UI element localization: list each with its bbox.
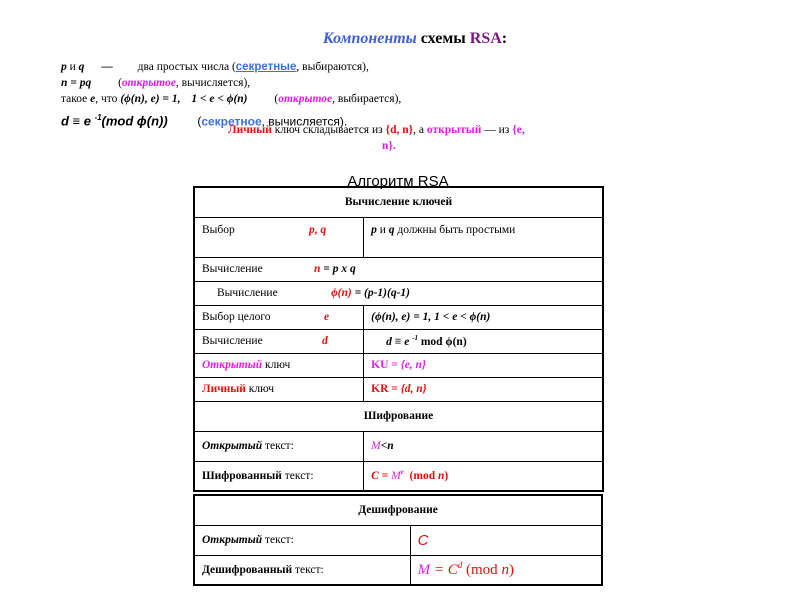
ku-label: KU =: [371, 359, 401, 371]
private-key-set: {d, n}: [385, 124, 414, 136]
conj: и: [376, 223, 389, 236]
keyword-open: открытое: [278, 93, 333, 105]
note-text: , а: [413, 124, 427, 136]
paren: (: [274, 93, 279, 105]
paren: ): [444, 470, 449, 483]
var-c: C =: [371, 470, 392, 483]
row-label: [194, 305, 364, 329]
key-note-line2: n}.: [382, 140, 396, 152]
table-row: [194, 329, 603, 353]
row-label: [194, 555, 410, 585]
var-m: M: [391, 470, 401, 483]
table-row: [194, 305, 603, 329]
row-label: [194, 353, 364, 377]
table-row: [194, 257, 603, 281]
formula-d-sup: -1: [94, 113, 102, 122]
component-line-n: [61, 77, 250, 89]
algorithm-title: Алгоритм RSA: [347, 173, 449, 190]
paren: (: [118, 77, 122, 89]
var-d: d: [322, 335, 328, 347]
keyword-secret: секретные: [235, 61, 297, 73]
key-note-line1: [228, 124, 525, 136]
ciphertext-value: C: [410, 525, 602, 555]
component-line-pq: [61, 61, 369, 73]
public-key-value: [364, 353, 603, 377]
row-compute-phi: [194, 281, 603, 305]
keyword-private: Личный: [228, 124, 272, 136]
formula: = (p-1)(q-1): [351, 287, 410, 299]
decryption-formula: [410, 555, 602, 585]
row-compute-n: [194, 257, 603, 281]
table-row: [194, 377, 603, 401]
keyword-open: Открытый: [202, 440, 263, 452]
label-text: текст:: [262, 534, 294, 546]
table-row: [194, 217, 603, 257]
formula-sup: -1: [412, 334, 418, 342]
desc-text: должны быть простыми: [394, 223, 516, 236]
kr-set: {d, n}: [400, 383, 427, 395]
exp-e: e: [400, 469, 404, 477]
row-desc: [364, 217, 603, 257]
keyword-cipher: Шифрованный: [202, 469, 282, 482]
paren: (: [197, 114, 202, 129]
keyword-public: Открытый: [202, 359, 263, 371]
var-q: q: [78, 61, 85, 73]
desc-tail: , вычисляется),: [175, 77, 251, 89]
ku-set: {e, n}: [400, 359, 426, 371]
formula-d: d ≡ e: [61, 113, 95, 129]
desc-tail: , вычисляется).: [261, 114, 348, 129]
var-phi: ϕ(n): [331, 287, 352, 299]
desc: два простых числа (: [137, 61, 236, 73]
conj: и: [66, 61, 79, 73]
desc-tail: , выбираются),: [296, 61, 369, 73]
formula-d: d ≡ e: [386, 335, 413, 348]
key-generation-table: [193, 186, 604, 492]
header-decryption: Дешифрование: [194, 495, 602, 525]
table-row: [194, 281, 603, 305]
header-key-generation: Вычисление ключей: [194, 187, 603, 217]
var-n: n: [314, 263, 321, 275]
title-colon: :: [501, 30, 508, 47]
prefix: такое: [61, 93, 91, 105]
table-header-row: [194, 187, 603, 217]
row-label: [194, 461, 364, 491]
row-label: [194, 525, 410, 555]
note-text: — из: [481, 124, 513, 136]
title-rsa: RSA: [469, 30, 502, 47]
condition: <n: [380, 440, 394, 452]
var-pq: p, q: [309, 223, 327, 236]
var-m: M: [417, 562, 431, 579]
table-row: [194, 431, 603, 461]
desc-tail: , выбирается),: [332, 93, 402, 105]
keyword-decrypted: Дешифрованный: [202, 563, 293, 576]
formula-ineq: 1 < e < ϕ(n): [191, 93, 248, 105]
formula-mod: mod ϕ(n): [417, 335, 467, 348]
label-text: Вычисление: [202, 263, 263, 275]
eq-c: = C: [430, 562, 458, 579]
mod: (mod: [462, 562, 502, 579]
formula-gcd: (ϕ(n), e) = 1,: [120, 93, 181, 105]
formula-n: n = pq: [61, 77, 92, 89]
table-row: [194, 555, 602, 585]
row-formula: (ϕ(n), e) = 1, 1 < e < ϕ(n): [364, 305, 603, 329]
label-text: Выбор: [202, 223, 235, 236]
table-header-row: [194, 401, 603, 431]
var-e: e: [90, 93, 96, 105]
formula: = p x q: [320, 263, 356, 275]
label-text: ключ: [245, 383, 275, 395]
keyword-private: Личный: [202, 383, 246, 395]
private-key-value: [364, 377, 603, 401]
note-text: ключ складывается из: [271, 124, 386, 136]
label-text: текст:: [262, 440, 294, 452]
header-encryption: Шифрование: [194, 401, 603, 431]
label-text: текст:: [292, 563, 324, 576]
row-label: [194, 377, 364, 401]
keyword-secret: секретное: [201, 114, 262, 129]
row-label: [194, 217, 364, 257]
var-e: e: [324, 311, 330, 323]
keyword-open: Открытый: [202, 534, 263, 546]
plaintext-condition: [364, 431, 603, 461]
label-text: текст:: [281, 469, 314, 482]
dash: —: [101, 61, 113, 73]
mid: , что: [95, 93, 121, 105]
title-components: Компоненты: [322, 30, 417, 47]
keyword-public: открытый: [426, 124, 482, 136]
label-text: Выбор целого: [202, 311, 271, 323]
component-line-e: [61, 93, 401, 105]
var-p: p: [61, 61, 67, 73]
table-row: [194, 525, 602, 555]
row-label: [194, 431, 364, 461]
var-n: n: [437, 470, 445, 483]
row-label: [194, 329, 364, 353]
table-row: [194, 353, 603, 377]
paren: ): [508, 562, 514, 579]
kr-label: KR =: [371, 383, 401, 395]
label-text: ключ: [262, 359, 291, 371]
var-q: q: [388, 223, 395, 236]
var-m: M: [371, 440, 381, 452]
keyword-open: открытое: [121, 77, 176, 89]
public-key-set: {e,: [512, 124, 525, 136]
table-row: [194, 461, 603, 491]
mod: (mod: [403, 470, 438, 483]
encryption-formula: [364, 461, 603, 491]
slide-title: [0, 30, 800, 48]
row-formula: [364, 329, 603, 353]
decryption-table: [193, 494, 603, 586]
label-text: Вычисление: [217, 287, 278, 299]
formula-d-mod: (mod ɸ(n)): [101, 113, 168, 129]
var-n: n: [501, 562, 509, 579]
table-header-row: [194, 495, 602, 525]
title-scheme: схемы: [416, 30, 470, 47]
exp-d: d: [457, 560, 463, 571]
label-text: Вычисление: [202, 335, 263, 347]
var-p: p: [371, 223, 377, 236]
